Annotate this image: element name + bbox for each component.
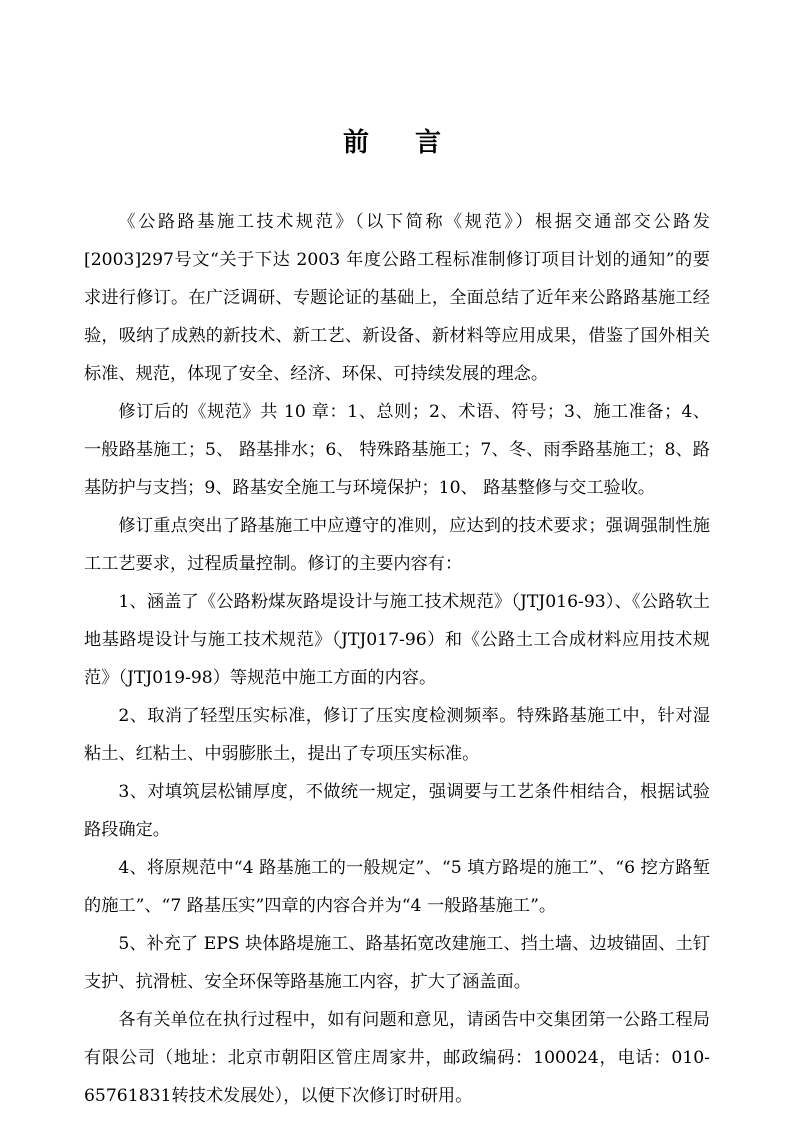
paragraph-3: 修订重点突出了路基施工中应遵守的准则，应达到的技术要求；强调强制性施工工艺要求，过程质量控制。修订的主要内容有： <box>84 516 710 574</box>
paragraph-8: 5、补充了 EPS 块体路堤施工、路基拓宽改建施工、挡土墙、边坡锚固、土钉支护、抗滑桩、安全环保等路基施工内容，扩大了涵盖面。 <box>84 934 710 992</box>
page-title: 前 言 <box>342 128 451 158</box>
paragraph-1: 《公路路基施工技术规范》（以下简称《规范》）根据交通部交公路发[2003]297号文“关于下达 2003 年度公路工程标准制修订项目计划的通知”的要求进行修订。在广泛调研、专题论证的基础上，全面总结了近年来公路路基施工经验，吸纳了成熟的新技术、新工艺、新设备、新材料等应用成果，借鉴了国外相关标准、规范，体现了安全、经济、环保、可持续发展的理念。 <box>84 212 710 384</box>
paragraph-5: 2、取消了轻型压实标准，修订了压实度检测频率。特殊路基施工中，针对湿粘土、红粘土、中弱膨胀土，提出了专项压实标准。 <box>84 706 710 764</box>
paragraph-6: 3、对填筑层松铺厚度，不做统一规定，强调要与工艺条件相结合，根据试验路段确定。 <box>84 782 710 840</box>
document-content <box>84 0 710 1115</box>
paragraph-9: 各有关单位在执行过程中，如有问题和意见，请函告中交集团第一公路工程局有限公司（地址：北京市朝阳区管庄周家井，邮政编码：100024，电话：010-65761831转技术发展处），以便下次修订时研用。 <box>84 1010 710 1106</box>
paragraph-2: 修订后的《规范》共 10 章：1、总则；2、术语、符号；3、施工准备；4、一般路基施工；5、 路基排水；6、 特殊路基施工；7、冬、雨季路基施工；8、路基防护与支挡；9、路基安全施工与环境保护；10、 路基整修与交工验收。 <box>84 402 710 498</box>
paragraph-4: 1、涵盖了《公路粉煤灰路堤设计与施工技术规范》（JTJ016-93）、《公路软土地基路堤设计与施工技术规范》（JTJ017-96）和《公路土工合成材料应用技术规范》（JTJ019-98）等规范中施工方面的内容。 <box>84 592 710 688</box>
paragraph-7: 4、将原规范中“4 路基施工的一般规定”、“5 填方路堤的施工”、“6 挖方路堑的施工”、“7 路基压实”四章的内容合并为“4 一般路基施工”。 <box>84 858 710 916</box>
